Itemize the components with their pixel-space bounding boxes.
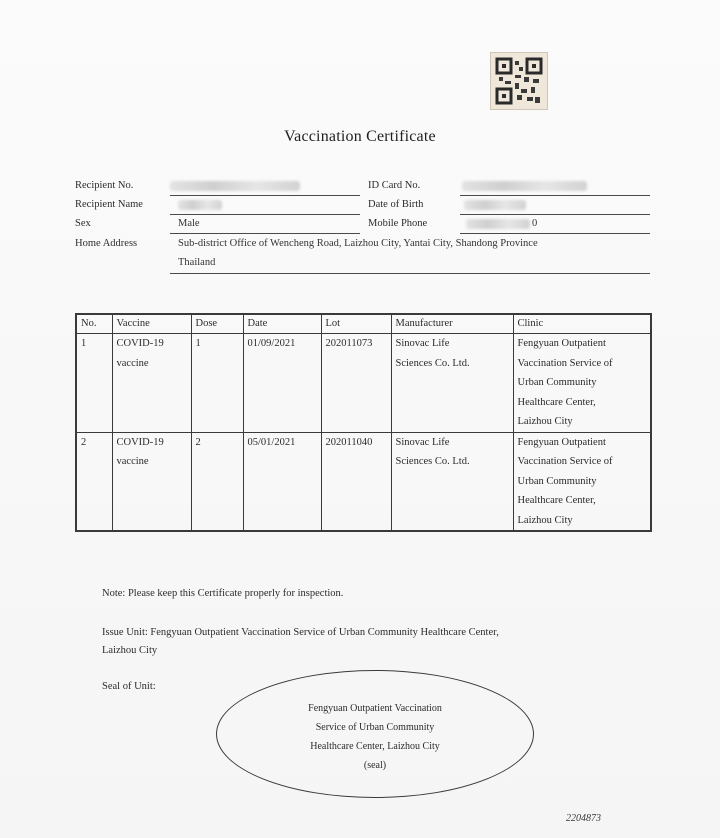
id-card-underline	[460, 195, 650, 196]
mobile-phone-underline	[460, 233, 650, 234]
sex-underline	[170, 233, 360, 234]
table-row	[76, 334, 651, 433]
cell-dose: 1	[191, 334, 243, 433]
seal-line: Fengyuan Outpatient Vaccination	[308, 703, 442, 714]
recipient-no-redacted	[170, 181, 300, 191]
cell-clinic-line: Urban Community	[517, 475, 597, 487]
cell-date: 05/01/2021	[243, 432, 321, 531]
home-address-line2: Thailand	[178, 257, 216, 268]
header-manufacturer: Manufacturer	[391, 314, 513, 334]
cell-vaccine	[112, 432, 191, 531]
cell-clinic-line: Fengyuan Outpatient	[517, 338, 606, 349]
seal-label: Seal of Unit:	[102, 681, 156, 692]
cell-manufacturer	[391, 432, 513, 531]
recipient-name-underline	[170, 214, 360, 215]
cell-manufacturer-line: Sinovac Life	[395, 338, 450, 349]
sex-label: Sex	[75, 218, 91, 229]
cell-clinic-line: Healthcare Center,	[517, 495, 596, 506]
cell-no: 1	[76, 334, 112, 433]
seal-line: (seal)	[363, 760, 387, 771]
issue-unit-line1: Issue Unit: Fengyuan Outpatient Vaccination Service of Urban Community Healthcare Center,	[102, 627, 499, 638]
header-clinic: Clinic	[513, 314, 651, 334]
id-card-label: ID Card No.	[368, 180, 421, 191]
id-card-redacted	[462, 181, 587, 191]
table-header-row	[76, 314, 651, 334]
table-row	[76, 432, 651, 531]
header-lot: Lot	[321, 314, 391, 334]
cell-dose: 2	[191, 432, 243, 531]
cell-clinic-line: Vaccination Service of	[517, 456, 613, 467]
cell-clinic-line: Fengyuan Outpatient	[517, 436, 606, 448]
cell-clinic-line: Healthcare Center,	[517, 396, 596, 408]
cell-clinic	[513, 432, 651, 531]
cell-manufacturer-line: Sciences Co. Ltd.	[395, 357, 470, 369]
home-address-underline	[170, 273, 650, 274]
cell-lot: 202011040	[321, 432, 391, 531]
cell-vaccine-line: vaccine	[116, 456, 149, 467]
cell-manufacturer	[391, 334, 513, 433]
cell-clinic-line: Laizhou City	[517, 416, 573, 427]
qr-code-icon	[490, 52, 548, 110]
header-dose: Dose	[191, 314, 243, 334]
mobile-phone-redacted	[466, 219, 530, 229]
vaccination-table	[75, 313, 652, 532]
note-text: Note: Please keep this Certificate properly for inspection.	[102, 588, 344, 599]
recipient-no-underline	[170, 195, 360, 196]
mobile-phone-visible-digit: 0	[532, 218, 538, 229]
cell-manufacturer-line: Sinovac Life	[395, 436, 450, 448]
sex-value: Male	[178, 218, 200, 229]
cell-vaccine	[112, 334, 191, 433]
page-title: Vaccination Certificate	[284, 128, 436, 145]
cell-date: 01/09/2021	[243, 334, 321, 433]
cell-no: 2	[76, 432, 112, 531]
cell-vaccine-line: COVID-19	[116, 338, 164, 349]
cell-clinic-line: Urban Community	[517, 377, 597, 388]
unit-seal	[216, 670, 534, 798]
cell-clinic-line: Vaccination Service of	[517, 357, 613, 369]
header-no: No.	[76, 314, 112, 334]
cell-clinic	[513, 334, 651, 433]
cell-lot: 202011073	[321, 334, 391, 433]
home-address-label: Home Address	[75, 238, 138, 249]
seal-line: Healthcare Center, Laizhou City	[310, 741, 440, 752]
header-vaccine: Vaccine	[112, 314, 191, 334]
seal-line: Service of Urban Community	[315, 722, 435, 733]
date-of-birth-label: Date of Birth	[368, 199, 424, 210]
header-date: Date	[243, 314, 321, 334]
date-of-birth-underline	[460, 214, 650, 215]
date-of-birth-redacted	[464, 200, 526, 210]
home-address-line1: Sub-district Office of Wencheng Road, Laizhou City, Yantai City, Shandong Province	[178, 238, 538, 249]
cell-vaccine-line: COVID-19	[116, 436, 164, 448]
serial-number: 2204873	[566, 813, 601, 824]
issue-unit-line2: Laizhou City	[102, 645, 158, 656]
recipient-name-label: Recipient Name	[75, 199, 143, 210]
cell-manufacturer-line: Sciences Co. Ltd.	[395, 456, 470, 467]
recipient-name-redacted	[178, 200, 222, 210]
cell-clinic-line: Laizhou City	[517, 514, 573, 526]
recipient-no-label: Recipient No.	[75, 180, 134, 191]
mobile-phone-label: Mobile Phone	[368, 218, 428, 229]
cell-vaccine-line: vaccine	[116, 357, 149, 369]
